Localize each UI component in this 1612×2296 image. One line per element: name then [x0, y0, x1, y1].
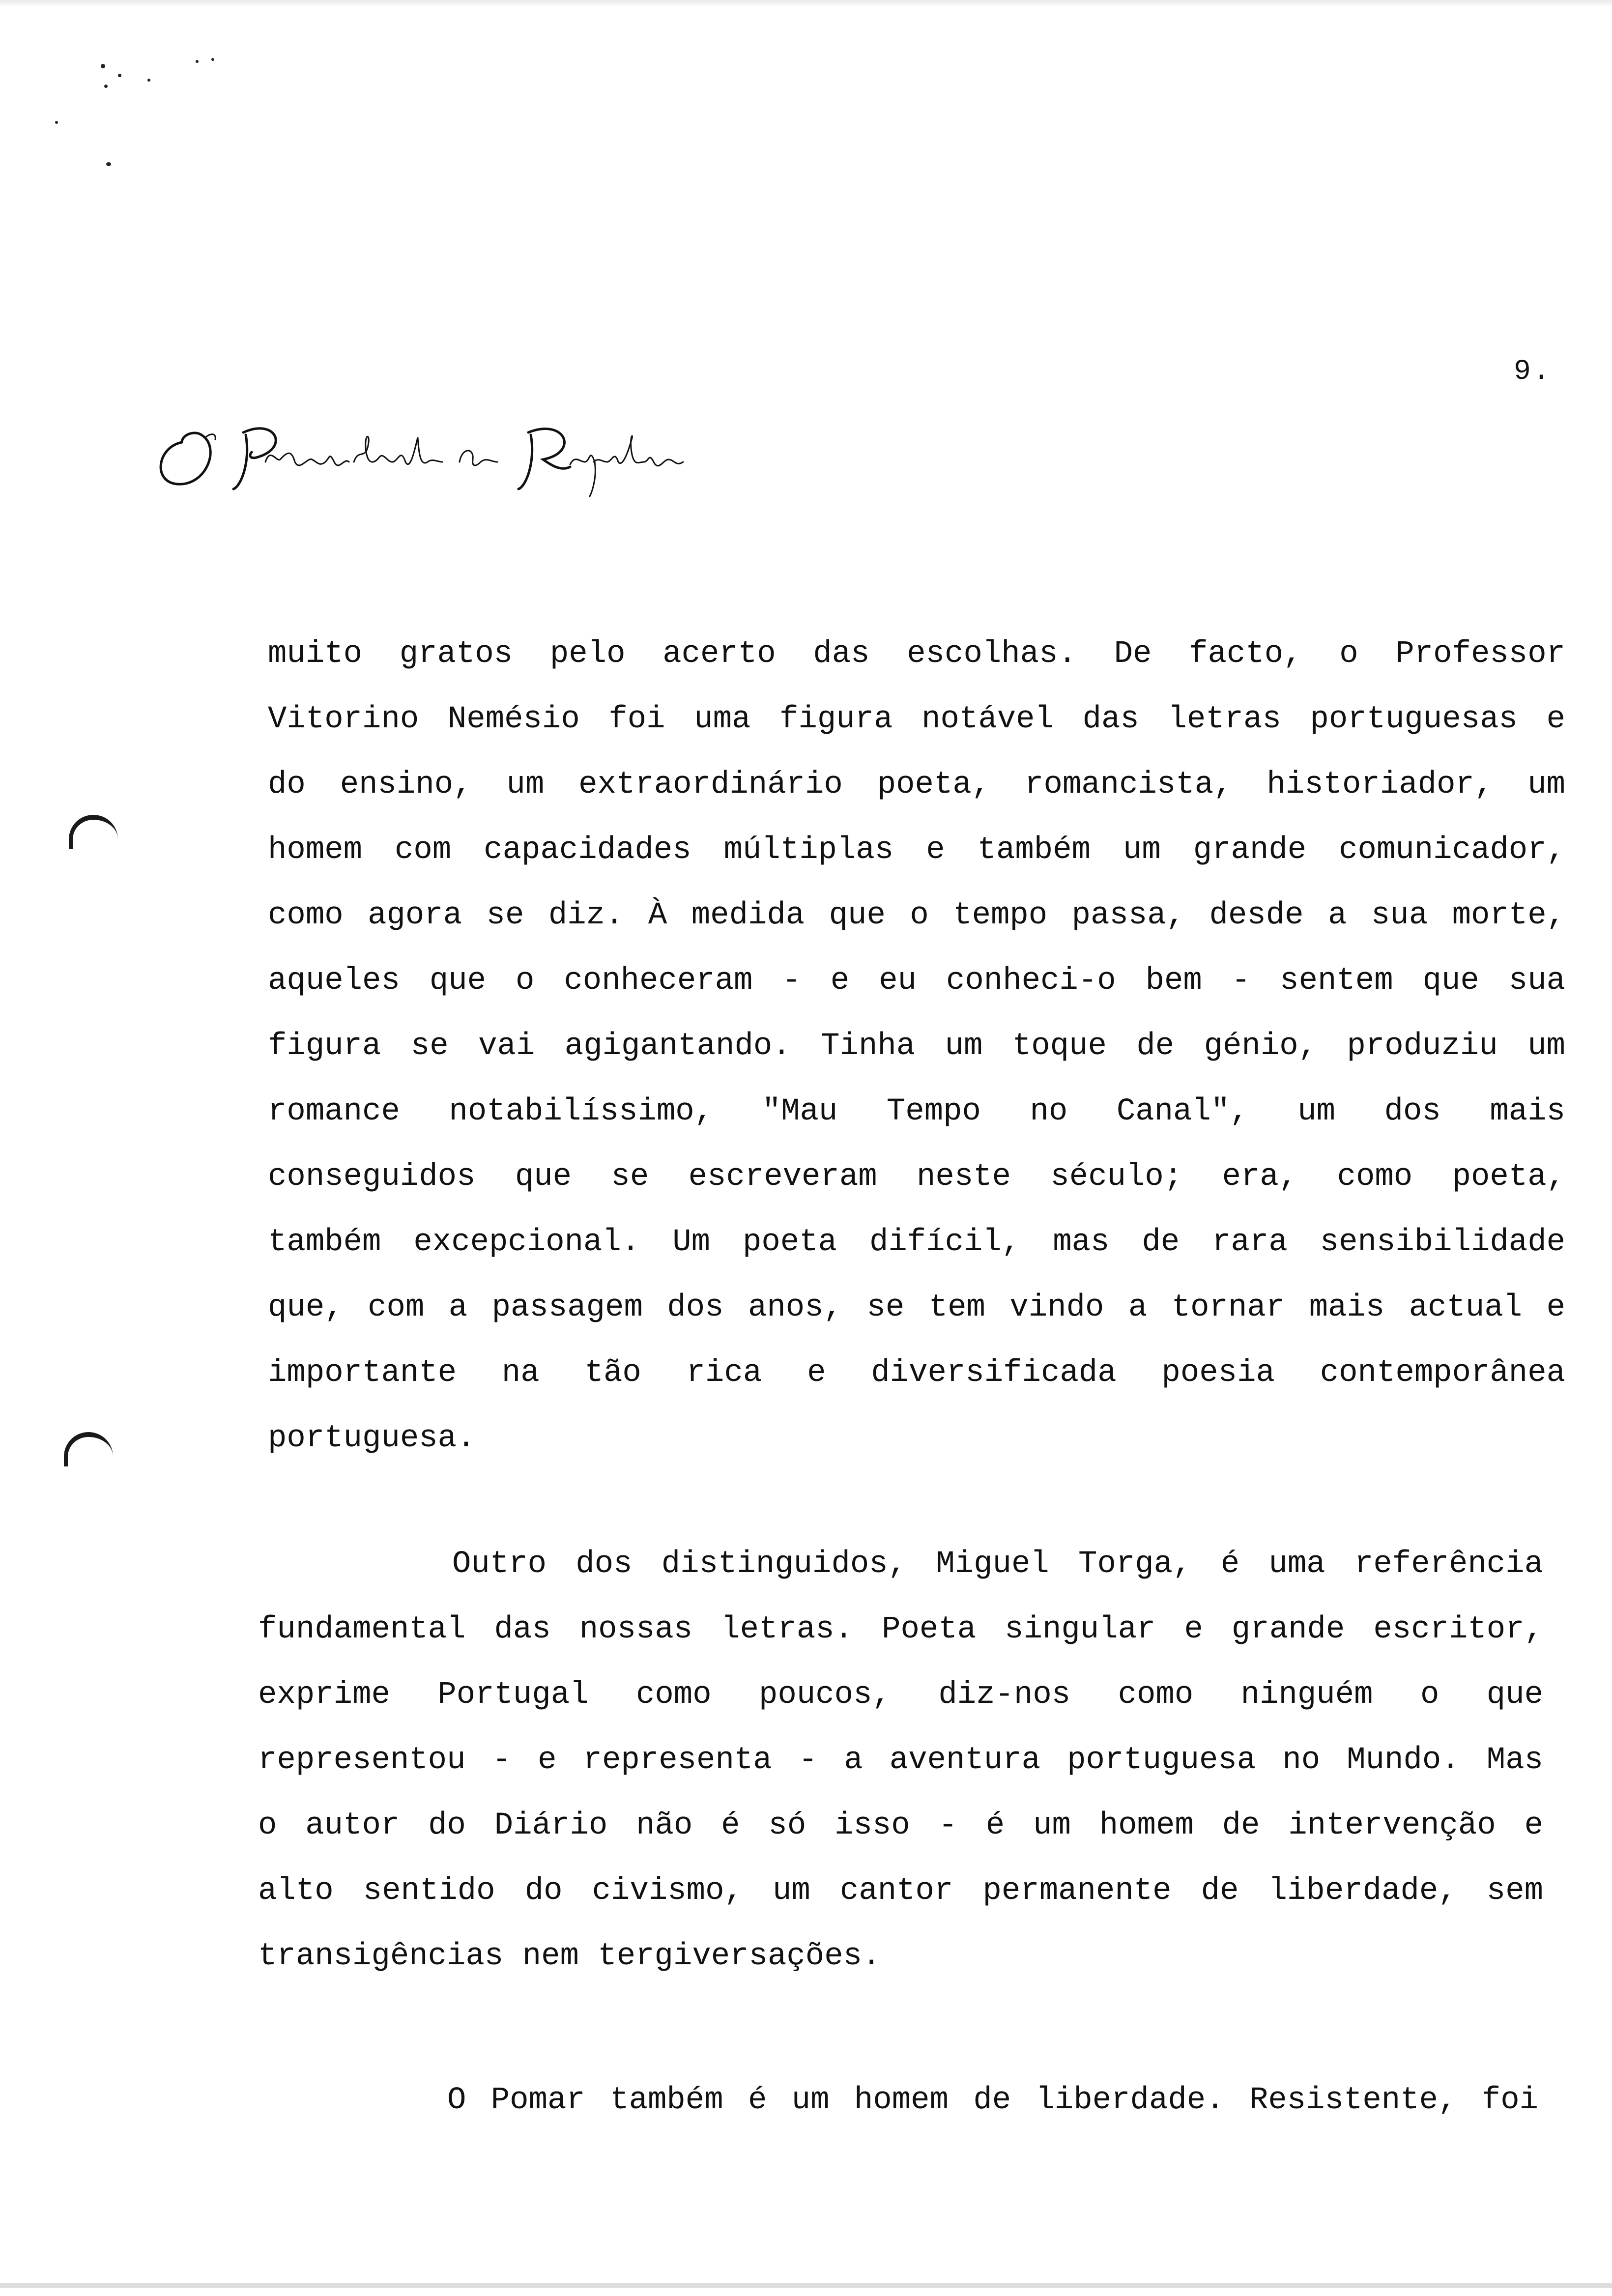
text-line: conseguidos que se escreveram neste século; era, como poeta,	[268, 1159, 1565, 1195]
page-number: 9.	[1514, 356, 1552, 388]
text-line: também excepcional. Um poeta difícil, mas de rara sensibilidade	[268, 1225, 1565, 1260]
scan-speck	[147, 79, 150, 82]
text-line: como agora se diz. À medida que o tempo passa, desde a sua morte,	[268, 898, 1565, 933]
text-line: portuguesa.	[268, 1421, 476, 1456]
scan-speck	[196, 60, 199, 63]
text-line: fundamental das nossas letras. Poeta singular e grande escritor,	[258, 1612, 1543, 1647]
scan-speck	[118, 74, 121, 77]
scan-speck	[101, 64, 105, 68]
paragraph-1	[268, 622, 1565, 1471]
letterhead-signature	[147, 388, 727, 501]
text-line: Outro dos distinguidos, Miguel Torga, é uma referência	[452, 1547, 1543, 1582]
text-line: importante na tão rica e diversificada poesia contemporânea	[268, 1355, 1565, 1391]
text-line: Vitorino Nemésio foi uma figura notável das letras portuguesas e	[268, 702, 1565, 737]
text-line: do ensino, um extraordinário poeta, romancista, historiador, um	[268, 767, 1565, 803]
text-line: exprime Portugal como poucos, diz-nos como ninguém o que	[258, 1677, 1543, 1713]
punch-hole-mark	[64, 1432, 113, 1466]
text-line: O Pomar também é um homem de liberdade. Resistente, foi	[447, 2083, 1538, 2118]
punch-hole-mark	[69, 815, 118, 849]
scan-speck	[211, 58, 214, 61]
scan-speck	[104, 85, 108, 88]
text-line: romance notabilíssimo, "Mau Tempo no Canal", um dos mais	[268, 1094, 1565, 1129]
scan-speck	[106, 162, 111, 166]
text-line: representou - e representa - a aventura portuguesa no Mundo. Mas	[258, 1743, 1543, 1778]
paragraph-3	[447, 2068, 1538, 2133]
text-line: que, com a passagem dos anos, se tem vindo a tornar mais actual e	[268, 1290, 1565, 1325]
scan-bottom-edge	[0, 2283, 1612, 2288]
text-line: transigências nem tergiversações.	[258, 1939, 881, 1974]
paragraph-2	[258, 1532, 1543, 1989]
scan-speck	[55, 121, 58, 124]
scan-top-edge	[0, 0, 1612, 7]
text-line: o autor do Diário não é só isso - é um homem de intervenção e	[258, 1808, 1543, 1843]
text-line: muito gratos pelo acerto das escolhas. De facto, o Professor	[268, 636, 1565, 672]
text-line: figura se vai agigantando. Tinha um toque de génio, produziu um	[268, 1029, 1565, 1064]
text-line: homem com capacidades múltiplas e também um grande comunicador,	[268, 832, 1565, 868]
text-line: alto sentido do civismo, um cantor permanente de liberdade, sem	[258, 1873, 1543, 1909]
text-line: aqueles que o conheceram - e eu conheci-o bem - sentem que sua	[268, 963, 1565, 999]
